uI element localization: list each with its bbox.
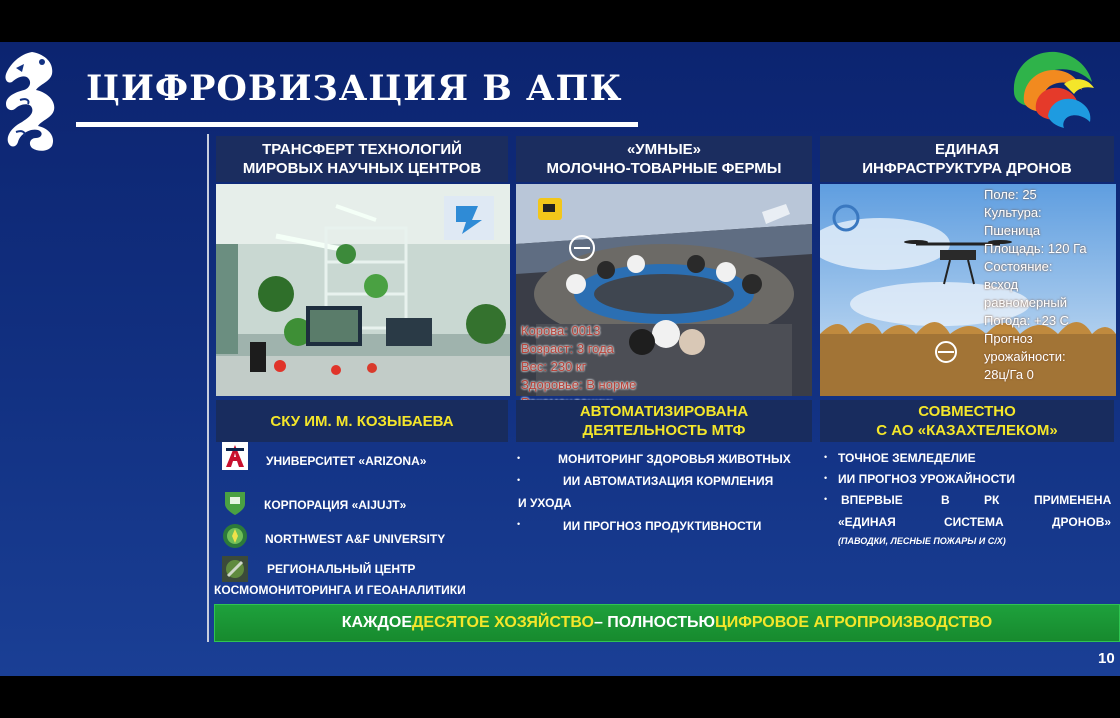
list-item-precision-farming: ТОЧНОЕ ЗЕМЛЕДЕЛИЕ xyxy=(838,451,976,465)
overlay-line: равномерный xyxy=(984,295,1067,310)
list-item-productivity-forecast: ИИ ПРОГНОЗ ПРОДУКТИВНОСТИ xyxy=(563,519,762,533)
overlay-line: всход xyxy=(984,277,1019,292)
subheader-automation xyxy=(516,400,812,442)
snow-leopard-crest-icon xyxy=(2,48,62,156)
subheader-text: СКУ ИМ. М. КОЗЫБАЕВА xyxy=(270,412,454,430)
overlay-line: Площадь: 120 Га xyxy=(984,241,1087,256)
overlay-line: Состояние: xyxy=(984,259,1053,274)
list-item-first-in-rk-w2: В xyxy=(941,493,950,507)
nwafu-logo-icon xyxy=(222,522,248,550)
overlay-line: урожайности: xyxy=(984,349,1066,364)
bullet-icon: • xyxy=(517,519,521,529)
list-item-nwafu: NORTHWEST A&F UNIVERSITY xyxy=(265,532,446,546)
list-item-unified-system-w1: «ЕДИНАЯ xyxy=(838,515,896,529)
bullet-icon: • xyxy=(824,473,828,483)
bottom-letterbox xyxy=(0,676,1120,718)
list-item-health-monitoring: МОНИТОРИНГ ЗДОРОВЬЯ ЖИВОТНЫХ xyxy=(558,452,791,466)
overlay-line: Здоровье: В норме xyxy=(521,377,637,392)
column-header-line: ЕДИНАЯ xyxy=(935,141,999,158)
page-number: 10 xyxy=(1098,650,1115,667)
aijujt-logo-icon xyxy=(222,488,248,516)
laboratory-photo xyxy=(216,184,510,396)
column-header-drone-infrastructure xyxy=(820,136,1114,182)
bullet-icon: • xyxy=(824,494,828,504)
overlay-line: Вес: 230 кг xyxy=(521,359,587,374)
list-item-unified-system-w2: СИСТЕМА xyxy=(944,515,1004,529)
overlay-line: Пшеница xyxy=(984,223,1041,238)
list-item-regional-center: РЕГИОНАЛЬНЫЙ ЦЕНТР xyxy=(267,562,416,576)
overlay-line: Возраст: 3 года xyxy=(521,341,614,356)
banner-text-highlight: ДЕСЯТОЕ ХОЗЯЙСТВО xyxy=(412,614,594,631)
subheader-text: ДЕЯТЕЛЬНОСТЬ МТФ xyxy=(582,422,746,439)
title-underline xyxy=(76,122,638,127)
subheader-kazakhtelecom xyxy=(820,400,1114,442)
list-note: (ПАВОДКИ, ЛЕСНЫЕ ПОЖАРЫ И С/Х) xyxy=(838,536,1006,546)
field-info-overlay xyxy=(984,186,1087,384)
bullet-icon: • xyxy=(517,453,521,463)
column-header-line: ТРАНСФЕРТ ТЕХНОЛОГИЙ xyxy=(262,141,462,158)
overlay-line: Корова: 0013 xyxy=(521,323,601,338)
banner-text: – ПОЛНОСТЬЮ xyxy=(593,614,715,631)
list-item-regional-center-line2: КОСМОМОНИТОРИНГА И ГЕОАНАЛИТИКИ xyxy=(214,583,466,597)
banner-text-highlight: ЦИФРОВОЕ АГРОПРОИЗВОДСТВО xyxy=(715,614,993,631)
bullet-icon: • xyxy=(517,475,521,485)
subheader-text: СОВМЕСТНО xyxy=(918,403,1016,420)
satellite-center-icon xyxy=(222,556,248,582)
column-header-smart-farms xyxy=(516,136,812,182)
bullet-icon: • xyxy=(824,452,828,462)
subheader-text: АВТОМАТИЗИРОВАНА xyxy=(579,403,749,420)
overlay-line: 28ц/Га 0 xyxy=(984,367,1034,382)
list-item-arizona: УНИВЕРСИТЕТ «ARIZONA» xyxy=(266,454,427,468)
top-letterbox xyxy=(0,0,1120,42)
list-item-aijujt: КОРПОРАЦИЯ «AIJUJT» xyxy=(264,498,407,512)
slide-title: ЦИФРОВИЗАЦИЯ В АПК xyxy=(86,68,623,109)
list-item-first-in-rk-w1: ВПЕРВЫЕ xyxy=(841,493,903,507)
left-divider xyxy=(207,134,209,642)
overlay-line: Культура: xyxy=(984,205,1042,220)
presentation-slide xyxy=(0,42,1120,676)
overlay-line: Поле: 25 xyxy=(984,187,1037,202)
column-header-line: МИРОВЫХ НАУЧНЫХ ЦЕНТРОВ xyxy=(242,160,482,177)
column-header-line: МОЛОЧНО-ТОВАРНЫЕ ФЕРМЫ xyxy=(546,160,782,177)
column-header-technology-transfer xyxy=(216,136,508,182)
list-item-feeding-automation-line2: И УХОДА xyxy=(518,496,572,510)
overlay-line: Погода: +23 С xyxy=(984,313,1070,328)
list-item-unified-system-w3: ДРОНОВ» xyxy=(1052,515,1112,529)
column-header-line: ИНФРАСТРУКТУРА ДРОНОВ xyxy=(862,160,1072,177)
subheader-sku xyxy=(216,400,508,442)
subheader-text: С АО «КАЗАХТЕЛЕКОМ» xyxy=(876,422,1058,439)
region-emblem-icon xyxy=(1004,46,1098,130)
banner-text: КАЖДОЕ xyxy=(341,614,413,631)
column-header-line: «УМНЫЕ» xyxy=(626,141,702,158)
overlay-line: Прогноз xyxy=(984,331,1033,346)
arizona-logo-icon xyxy=(222,442,248,470)
list-item-yield-forecast: ИИ ПРОГНОЗ УРОЖАЙНОСТИ xyxy=(838,472,1015,486)
list-item-first-in-rk-w3: РК xyxy=(984,493,1000,507)
list-item-first-in-rk-w4: ПРИМЕНЕНА xyxy=(1034,493,1112,507)
bottom-banner xyxy=(214,604,1120,642)
list-item-feeding-automation: ИИ АВТОМАТИЗАЦИЯ КОРМЛЕНИЯ xyxy=(563,474,774,488)
